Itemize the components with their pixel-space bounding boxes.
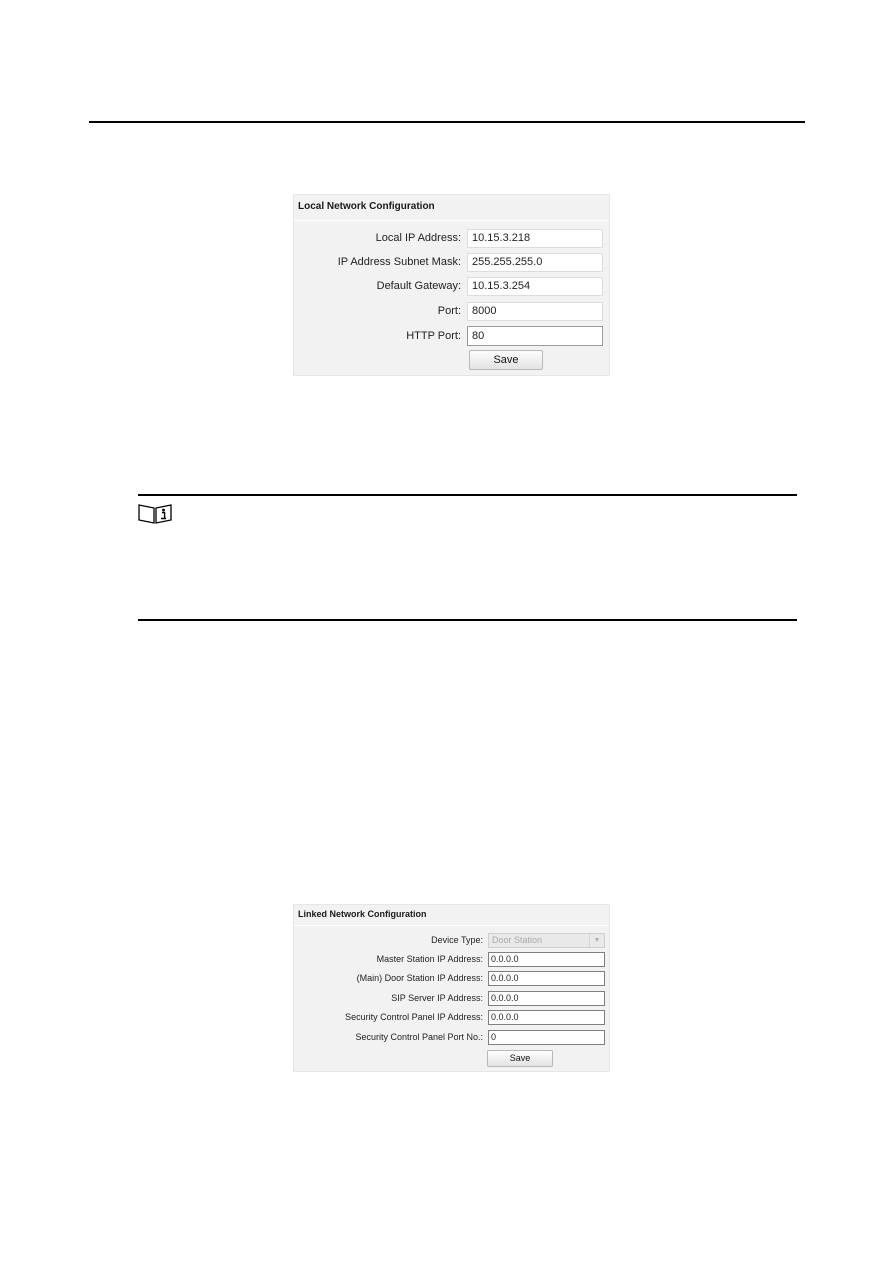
port-label: Port:: [437, 305, 461, 317]
local-network-panel: [293, 194, 610, 376]
linked-network-panel: [293, 904, 610, 1072]
note-bottom-rule: [138, 619, 797, 621]
note-top-rule: [138, 494, 797, 496]
local-network-title: Local Network Configuration: [298, 201, 435, 212]
http-port-input[interactable]: 80: [467, 326, 603, 346]
sip-server-label: SIP Server IP Address:: [391, 993, 483, 1003]
local-ip-label: Local IP Address:: [375, 232, 461, 244]
master-station-label: Master Station IP Address:: [376, 954, 483, 964]
security-panel-ip-label: Security Control Panel IP Address:: [345, 1012, 483, 1022]
book-info-icon: [137, 502, 173, 524]
local-ip-input[interactable]: 10.15.3.218: [467, 229, 603, 248]
http-port-label: HTTP Port:: [406, 330, 461, 342]
device-type-select[interactable]: [488, 933, 605, 948]
master-station-input[interactable]: 0.0.0.0: [488, 952, 605, 967]
linked-network-title: Linked Network Configuration: [298, 909, 427, 919]
security-panel-ip-input[interactable]: 0.0.0.0: [488, 1010, 605, 1025]
security-panel-port-input[interactable]: 0: [488, 1030, 605, 1045]
sip-server-input[interactable]: 0.0.0.0: [488, 991, 605, 1006]
local-save-button[interactable]: Save: [469, 350, 543, 370]
linked-save-button[interactable]: Save: [487, 1050, 553, 1067]
panel-divider: [294, 220, 609, 221]
default-gateway-label: Default Gateway:: [376, 280, 461, 292]
page-header-rule: [89, 121, 805, 123]
subnet-mask-label: IP Address Subnet Mask:: [337, 256, 461, 268]
security-panel-port-label: Security Control Panel Port No.:: [355, 1032, 483, 1042]
default-gateway-input[interactable]: 10.15.3.254: [467, 277, 603, 296]
port-input[interactable]: 8000: [467, 302, 603, 321]
door-station-label: (Main) Door Station IP Address:: [356, 973, 483, 983]
panel-divider: [294, 925, 609, 926]
chevron-down-icon: ▼: [589, 934, 604, 947]
device-type-label: Device Type:: [431, 935, 483, 945]
door-station-input[interactable]: 0.0.0.0: [488, 971, 605, 986]
device-type-value: Door Station: [492, 935, 543, 945]
subnet-mask-input[interactable]: 255.255.255.0: [467, 253, 603, 272]
